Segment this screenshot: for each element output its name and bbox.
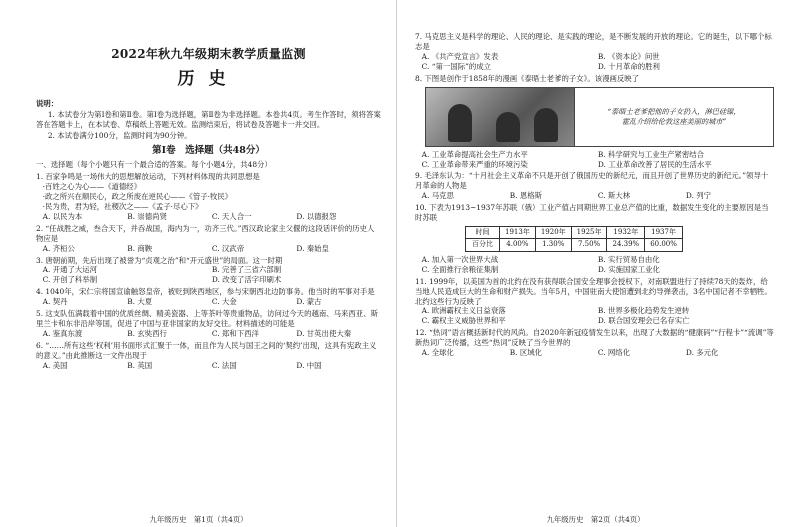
question-stem: 5. 这支队伍满载着中国的优质丝绸、精美瓷器、上等茶叶等贵重物品，访问过今天的越南、马来西亚、斯里兰卡和东非沿岸等国，促进了中国与亚非国家的友好交往。材料描述的可能是	[36, 309, 378, 329]
cartoon-image	[425, 87, 575, 147]
question-stem: 1. 百家争鸣是一场伟大的思想解放运动，下列材料体现的共同思想是	[36, 172, 260, 182]
table-cell: 60.00%	[645, 239, 683, 251]
question-stem: 6. “……所有这些‘权利’用书面形式汇聚于一体，而且作为人民与国王之间的‘契约’出现，这具有宪政主义的意义。”由此推断这一文件出现于	[36, 340, 377, 360]
option-a: A. 马克思	[421, 191, 454, 201]
option-a: A. 契丹	[42, 297, 68, 307]
option-c: C. 全面推行余粮征集制	[421, 264, 499, 274]
option-b: B. 区域化	[509, 348, 543, 358]
option-a: A. 美国	[42, 360, 68, 370]
instruction-1: 1. 本试卷分为第Ⅰ卷和第Ⅱ卷。第Ⅰ卷为选择题，第Ⅱ卷为非选择题。本卷共4页。考生作答时，须将答案答在答题卡上，在本试卷、草稿纸上答题无效。监测结束后，将试卷及答题卡一并交回。	[36, 109, 381, 129]
option-d: D. 工业革命改善了居民的生活水平	[597, 159, 712, 169]
option-d: D. 秦始皇	[296, 243, 329, 253]
option-b: B. 崇德尚贤	[127, 211, 167, 221]
option-b: B. 大夏	[127, 297, 153, 307]
table-cell: 4.00%	[500, 239, 536, 251]
option-d: D. 十月革命的胜利	[597, 61, 660, 71]
option-b: B. 商鞅	[127, 243, 153, 253]
question-2	[36, 224, 381, 254]
option-c: C. 网络化	[597, 348, 631, 358]
option-a: A. 以民为本	[42, 211, 83, 221]
option-c: C. “第一国际”的成立	[421, 61, 492, 71]
option-d: D. 多元化	[685, 348, 719, 358]
option-c: C. 天人合一	[211, 211, 252, 221]
question-6	[36, 341, 381, 371]
data-table	[465, 226, 683, 252]
caption-line: 霍乱介绍给伦敦这座美丽的城市”	[621, 116, 727, 126]
row-label: 百分比	[466, 239, 500, 251]
question-stem: 3. 唐朝前期，先后出现了被誉为“贞观之治”和“开元盛世”的局面。这一时期	[36, 255, 283, 265]
option-b: B. 玄奘西行	[127, 329, 167, 338]
option-a: A. 开通了大运河	[42, 265, 98, 275]
page-2	[397, 0, 794, 527]
table-row	[466, 227, 683, 239]
question-stem: 9. 毛泽东认为：“十月社会主义革命不只是开创了俄国历史的新纪元，而且开创了世界历史的新纪元。”领导十月革命的人物是	[415, 171, 769, 191]
caption-line: “泰晤士老爹把他的子女扔入，淋巴硅镍，	[607, 106, 741, 116]
section-intro: 一、选择题（每个小题只有一个最合适的答案。每个小题4分，共48分）	[36, 160, 272, 170]
option-a: A. 齐桓公	[42, 243, 75, 253]
instruction-2: 2. 本试卷满分100分，监测时间为90分钟。	[47, 130, 192, 140]
option-b: B. 完善了三省六部制	[211, 265, 282, 275]
option-a: A. 鉴真东渡	[42, 329, 83, 338]
option-c: C. 郑和下西洋	[211, 329, 259, 338]
option-d: D. 列宁	[685, 191, 712, 201]
question-12	[415, 328, 774, 358]
option-c: C. 斯大林	[597, 191, 631, 201]
table-cell: 1913年	[500, 227, 536, 239]
question-5	[36, 309, 381, 339]
option-b: B. 英国	[127, 360, 153, 370]
option-d: D. 以德报怨	[296, 211, 337, 221]
option-b: B. 恩格斯	[509, 191, 543, 201]
cartoon-figure	[425, 87, 774, 147]
quote-line: ·百姓之心为心——《道德经》	[42, 182, 142, 192]
page-footer: 九年级历史 第1页（共4页）	[149, 515, 248, 525]
quote-line: ·政之所兴在顺民心，政之所废在逆民心——《管子·牧民》	[42, 192, 233, 202]
question-stem: 10. 下表为1913~1937年苏联（俄）工业产值占同期世界工业总产值的比重，数据发生变化的主要原因是当时苏联	[415, 203, 769, 223]
figure-silhouette	[448, 104, 472, 142]
subject-title: 历史	[177, 69, 240, 90]
question-stem: 12. “热词”语言概括新时代的风尚。自2020年新冠疫情发生以来，出现了大数据的“健康码”“行程卡”“流调”等新热词广泛传播，这些“热词”反映了当今世界的	[415, 328, 774, 348]
option-b: B. 科学研究与工业生产紧密结合	[597, 149, 705, 159]
option-c: C. 法国	[211, 360, 237, 370]
option-a: A. 欧洲霸权主义日益衰落	[421, 306, 506, 316]
option-b: B. 世界多极化趋势发生逆转	[597, 306, 690, 316]
quote-line: ·民为贵，君为轻，社稷次之——《孟子·尽心下》	[42, 201, 203, 211]
figure-silhouette	[534, 108, 558, 142]
row-label: 时间	[466, 227, 500, 239]
option-d: D. 联合国安理会已名存实亡	[597, 316, 690, 326]
question-1	[36, 172, 381, 222]
figure-silhouette	[496, 112, 520, 142]
cartoon-caption	[575, 87, 774, 147]
table-cell: 1937年	[645, 227, 683, 239]
question-11	[415, 277, 774, 327]
question-stem: 8. 下图是创作于1858年的漫画《泰晤士老爹的子女》。该漫画反映了	[415, 73, 640, 83]
question-stem: 7. 马克思主义是科学的理论、人民的理论、是实践的理论，是不断发展的开放的理论。它的诞生，以下哪个标志是	[415, 32, 772, 51]
option-c: C. 大金	[211, 297, 237, 307]
table-cell: 1.30%	[535, 239, 571, 251]
option-c: C. 霸权主义威胁世界和平	[421, 316, 506, 326]
question-10	[415, 203, 774, 274]
table-row	[466, 239, 683, 251]
option-a: A. 加入第一次世界大战	[421, 254, 499, 264]
question-8	[415, 74, 774, 170]
question-stem: 2. “任战胜之威，叁合天下，并吞战国，海内为一，功齐三代。”西汉政论家主父偃的这段话评价的历史人物应是	[36, 223, 375, 243]
option-c: C. 工业革命带来严重的环境污染	[421, 159, 528, 169]
table-cell: 1920年	[535, 227, 571, 239]
option-d: D. 中国	[296, 360, 322, 370]
question-7	[415, 32, 774, 72]
option-c: C. 汉武帝	[211, 243, 245, 253]
question-3	[36, 256, 381, 286]
table-cell: 24.39%	[607, 239, 645, 251]
option-c: C. 开创了科举制	[42, 275, 98, 285]
option-d: D. 蒙古	[296, 297, 322, 307]
page-footer: 九年级历史 第2页（共4页）	[546, 515, 645, 525]
option-d: D. 甘英出使大秦	[296, 329, 352, 338]
table-cell: 1925年	[571, 227, 607, 239]
question-9	[415, 171, 774, 201]
question-stem: 11. 1999年，以美国为首的北约在没有获得联合国安全理事会授权下，对南联盟进行了持续78天的轰炸，给当地人民造成巨大的生命和财产损失。当年5月，中国驻南大使馆遭到北约导弹袭击，3名中国记者不幸牺牲。北约这些行为反映了	[415, 276, 772, 306]
section-heading: 第Ⅰ卷 选择题（共48分）	[152, 144, 265, 156]
instructions-label: 说明：	[36, 98, 59, 108]
option-d: D. 实施国家工业化	[597, 264, 660, 274]
option-b: B. 《资本论》问世	[597, 51, 660, 61]
table-cell: 1932年	[607, 227, 645, 239]
question-stem: 4. 1040年，宋仁宗将国宣谕触怒皇帝，被贬到陕西地区，参与宋朝西北边防事务。他当时的军事对手是	[36, 287, 375, 297]
option-a: A. 《共产党宣言》发表	[421, 51, 499, 61]
option-b: B. 实行贸易自由化	[597, 254, 660, 264]
option-a: A. 全球化	[421, 348, 454, 358]
exam-title: 2022年秋九年级期末教学质量监测	[111, 47, 306, 61]
option-a: A. 工业革命提高社会生产力水平	[421, 149, 528, 159]
option-d: D. 改变了活字印刷术	[211, 275, 282, 285]
question-4	[36, 287, 381, 307]
table-cell: 7.50%	[571, 239, 607, 251]
